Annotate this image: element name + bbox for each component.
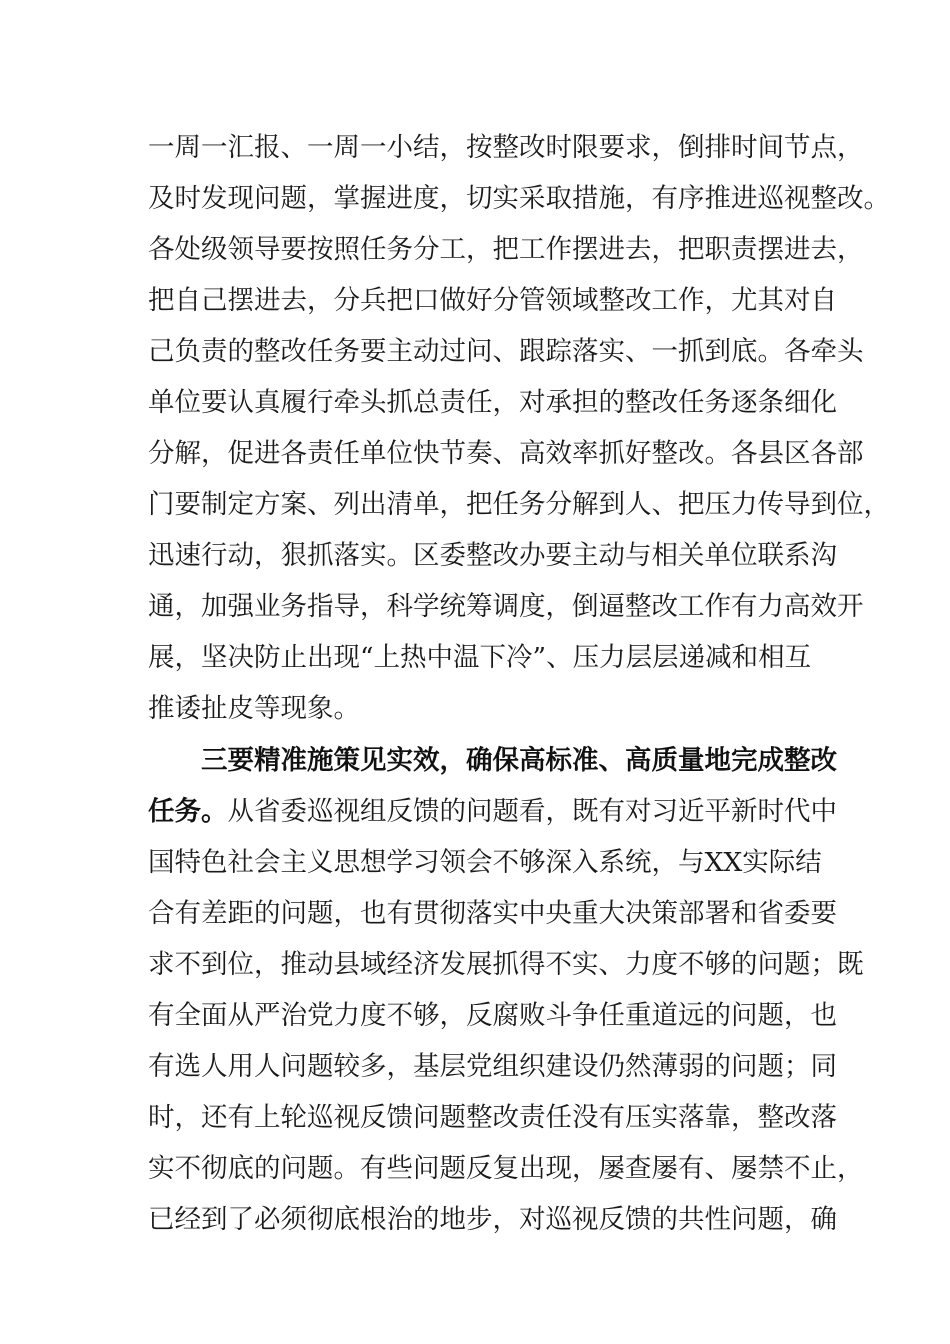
- paragraph-1-line-6: 单位要认真履行牵头抓总责任，对承担的整改任务逐条细化: [148, 387, 837, 418]
- paragraph-1-line-2: 及时发现问题，掌握进度，切实采取措施，有序推进巡视整改。: [148, 183, 890, 214]
- paragraph-2-line-3: 国特色社会主义思想学习领会不够深入系统，与XX实际结: [148, 847, 822, 878]
- paragraph-1-line-9: 迅速行动，狠抓落实。区委整改办要主动与相关单位联系沟: [148, 540, 837, 571]
- paragraph-2-line-10: 已经到了必须彻底根治的地步，对巡视反馈的共性问题，确: [148, 1204, 837, 1235]
- paragraph-2-heading-line-1: 三要精准施策见实效，确保高标准、高质量地完成整改: [201, 745, 837, 776]
- paragraph-1-line-4: 把自己摆进去，分兵把口做好分管领域整改工作，尤其对自: [148, 285, 837, 316]
- paragraph-2-line-7: 有选人用人问题较多，基层党组织建设仍然薄弱的问题；同: [148, 1051, 837, 1082]
- paragraph-2-line-4: 合有差距的问题，也有贯彻落实中央重大决策部署和省委要: [148, 898, 837, 929]
- paragraph-1-line-11: 展，坚决防止出现“上热中温下冷”、压力层层递减和相互: [148, 642, 812, 673]
- paragraph-2-line-2: [148, 787, 837, 837]
- paragraph-1-line-10: 通，加强业务指导，科学统筹调度，倒逼整改工作有力高效开: [148, 591, 864, 622]
- paragraph-1-line-1: 一周一汇报、一周一小结，按整改时限要求，倒排时间节点，: [148, 132, 864, 163]
- paragraph-2-line-9: 实不彻底的问题。有些问题反复出现，屡查屡有、屡禁不止，: [148, 1153, 864, 1184]
- paragraph-1-line-12: 推诿扯皮等现象。: [148, 693, 360, 724]
- paragraph-1-line-7: 分解，促进各责任单位快节奏、高效率抓好整改。各县区各部: [148, 438, 864, 469]
- paragraph-1-line-3: 各处级领导要按照任务分工，把工作摆进去，把职责摆进去，: [148, 234, 864, 265]
- paragraph-2-heading-line-2: 任务。: [148, 796, 228, 827]
- paragraph-2-line-6: 有全面从严治党力度不够，反腐败斗争任重道远的问题，也: [148, 1000, 837, 1031]
- paragraph-1-line-5: 己负责的整改任务要主动过问、跟踪落实、一抓到底。各牵头: [148, 336, 864, 367]
- paragraph-1-line-8: 门要制定方案、列出清单，把任务分解到人、把压力传导到位，: [148, 489, 890, 520]
- paragraph-2-line-5: 求不到位，推动县域经济发展抓得不实、力度不够的问题；既: [148, 949, 864, 980]
- paragraph-2-line-2-text: 从省委巡视组反馈的问题看，既有对习近平新时代中: [227, 796, 837, 827]
- paragraph-2-line-8: 时，还有上轮巡视反馈问题整改责任没有压实落靠，整改落: [148, 1102, 837, 1133]
